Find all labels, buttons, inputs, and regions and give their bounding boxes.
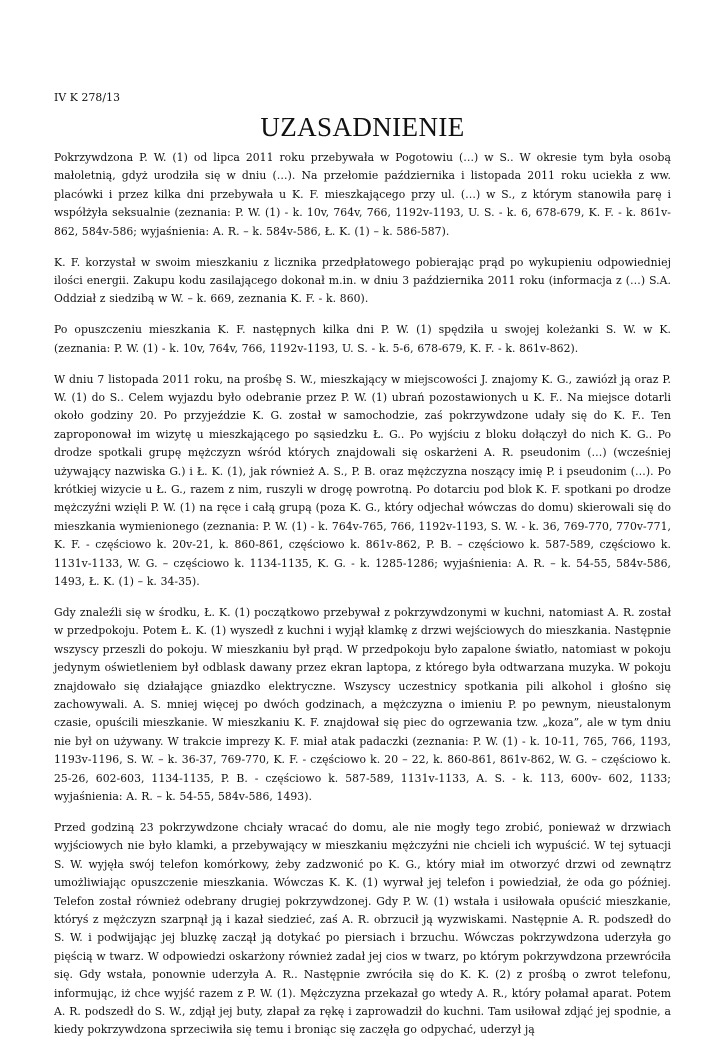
paragraph-6: Przed godziną 23 pokrzywdzone chciały wracać do domu, ale nie mogły tego zrobić, ponieważ w drzwiach wyjściowych nie było klamki, a przebywający w mieszkaniu mężczyźni nie chcieli ich wypuścić. W tej sytuacji S. W. wyjęła swój telefon komórkowy, żeby zadzwonić po K. G., który miał im otworzyć drzwi od zewnątrz umożliwiając opuszczenie mieszkania. Wówczas K. K. (1) wyrwał jej telefon i powiedział, że oda go później. Telefon został również odebrany drugiej pokrzywdzonej. Gdy P. W. (1) wstała i usiłowała opuścić mieszkanie, któryś z mężczyzn szarpnął ją i kazał siedzieć, zaś A. R. obrzucił ją wyzwiskami. Następnie A. R. podszedł do S. W. i podwijając jej bluzkę zaczął ją dotykać po piersiach i brzuchu. Wówczas pokrzywdzona uderzyła go pięścią w twarz. W odpowiedzi oskarżony również zadał jej cios w twarz, po którym pokrzywdzona przewróciła się. Gdy wstała, ponownie uderzyła A. R.. Następnie zwróciła się do K. K. (2) z prośbą o zwrot telefonu, informując, iż chce wyjść razem z P. W. (1). Mężczyzna przekazał go wtedy A. R., który połamał aparat. Potem A. R. podszedł do S. W., zdjął jej buty, złapał za rękę i zaprowadził do kuchni. Tam usiłował zdjąć jej spodnie, a kiedy pokrzywdzona sprzeciwiła się temu i broniąc się zaczęła go odpychać, uderzył ją [54, 820, 671, 1037]
paragraph-4: W dniu 7 listopada 2011 roku, na prośbę S. W., mieszkający w miejscowości J. znajomy K. G., zawiózł ją oraz P. W. (1) do S.. Celem wyjazdu było odebranie przez P. W. (1) ubrań pozostawionych u K. F.. Na miejsce dotarli około godziny 20. Po przyjeździe K. G. został w samochodzie, zaś pokrzywdzone udały się do K. F.. Ten zaproponował im wizytę u mieszkającego po sąsiedzku Ł. G.. Po wyjściu z bloku dołączył do nich K. G.. Po drodze spotkali grupę mężczyzn wśród których znajdowali się oskarżeni A. R. pseudonim (…) (wcześniej używający nazwiska G.) i Ł. K. (1), jak również A. S., P. B. oraz mężczyzna noszący imię P. i pseudonim (…). Po krótkiej wizycie u Ł. G., razem z nim, ruszyli w drogę powrotną. Po dotarciu pod blok K. F. spotkani po drodze mężczyźni wzięli P. W. (1) na ręce i całą grupą (poza K. G., który odjechał wówczas do domu) skierowali się do mieszkania wymienionego (zeznania: P. W. (1) - k. 764v-765, 766, 1192v-1193, S. W. - k. 36, 769-770, 770v-771, K. F. - częściowo k. 20v-21, k. 860-861, częściowo k. 861v-862, P. B. – częściowo k. 587-589, częściowo k. 1131v-1133, W. G. – częściowo k. 1134-1135, K. G. - k. 1285-1286; wyjaśnienia: A. R. – k. 54-55, 584v-586, 1493, Ł. K. (1) – k. 34-35). [54, 372, 671, 589]
paragraph-2: K. F. korzystał w swoim mieszkaniu z licznika przedpłatowego pobierając prąd po wykupieniu odpowiedniej ilości energii. Zakupu kodu zasilającego dokonał m.in. w dniu 3 października 2011 roku (informacja z (…) S.A. Oddział z siedzibą w W. – k. 669, zeznania K. F. - k. 860). [54, 255, 671, 306]
paragraph-5: Gdy znaleźli się w środku, Ł. K. (1) początkowo przebywał z pokrzywdzonymi w kuchni, natomiast A. R. został w przedpokoju. Potem Ł. K. (1) wyszedł z kuchni i wyjął klamkę z drzwi wejściowych do mieszkania. Następnie wszyscy przeszli do pokoju. W mieszkaniu był prąd. W przedpokoju było zapalone światło, natomiast w pokoju jedynym oświetleniem był odblask dawany przez ekran laptopa, z którego była odtwarzana muzyka. W pokoju znajdowało się działające gniazdko elektryczne. Wszyscy uczestnicy spotkania pili alkohol i głośno się zachowywali. A. S. mniej więcej po dwóch godzinach, a mężczyzna o imieniu P. po pewnym, nieustalonym czasie, opuścili mieszkanie. W mieszkaniu K. F. znajdował się piec do ogrzewania tzw. „koza”, ale w tym dniu nie był on używany. W trakcie imprezy K. F. miał atak padaczki (zeznania: P. W. (1) - k. 10-11, 765, 766, 1193, 1193v-1196, S. W. – k. 36-37, 769-770, K. F. - częściowo k. 20 – 22, k. 860-861, 861v-862, W. G. – częściowo k. 25-26, 602-603, 1134-1135, P. B. - częściowo k. 587-589, 1131v-1133, A. S. - k. 113, 600v- 602, 1133; wyjaśnienia: A. R. – k. 54-55, 584v-586, 1493). [54, 605, 671, 803]
paragraph-1: Pokrzywdzona P. W. (1) od lipca 2011 roku przebywała w Pogotowiu (…) w S.. W okresie tym była osobą małoletnią, gdyż urodziła się w dniu (…). Na przełomie października i listopada 2011 roku uciekła z ww. placówki i przez kilka dni przebywała u K. F. mieszkającego przy ul. (…) w S., z którym stanowiła parę i współżyła seksualnie (zeznania: P. W. (1) - k. 10v, 764v, 766, 1192v-1193, U. S. - k. 6, 678-679, K. F. - k. 861v-862, 584v-586; wyjaśnienia: A. R. – k. 584v-586, Ł. K. (1) – k. 586-587). [54, 151, 671, 238]
document-title: UZASADNIENIE [260, 112, 465, 142]
paragraph-3: Po opuszczeniu mieszkania K. F. następnych kilka dni P. W. (1) spędziła u swojej koleżanki S. W. w K. (zeznania: P. W. (1) - k. 10v, 764v, 766, 1192v-1193, U. S. - k. 5-6, 678-679, K. F. - k. 861v-862). [54, 323, 671, 355]
case-number: IV K 278/13 [54, 91, 121, 104]
